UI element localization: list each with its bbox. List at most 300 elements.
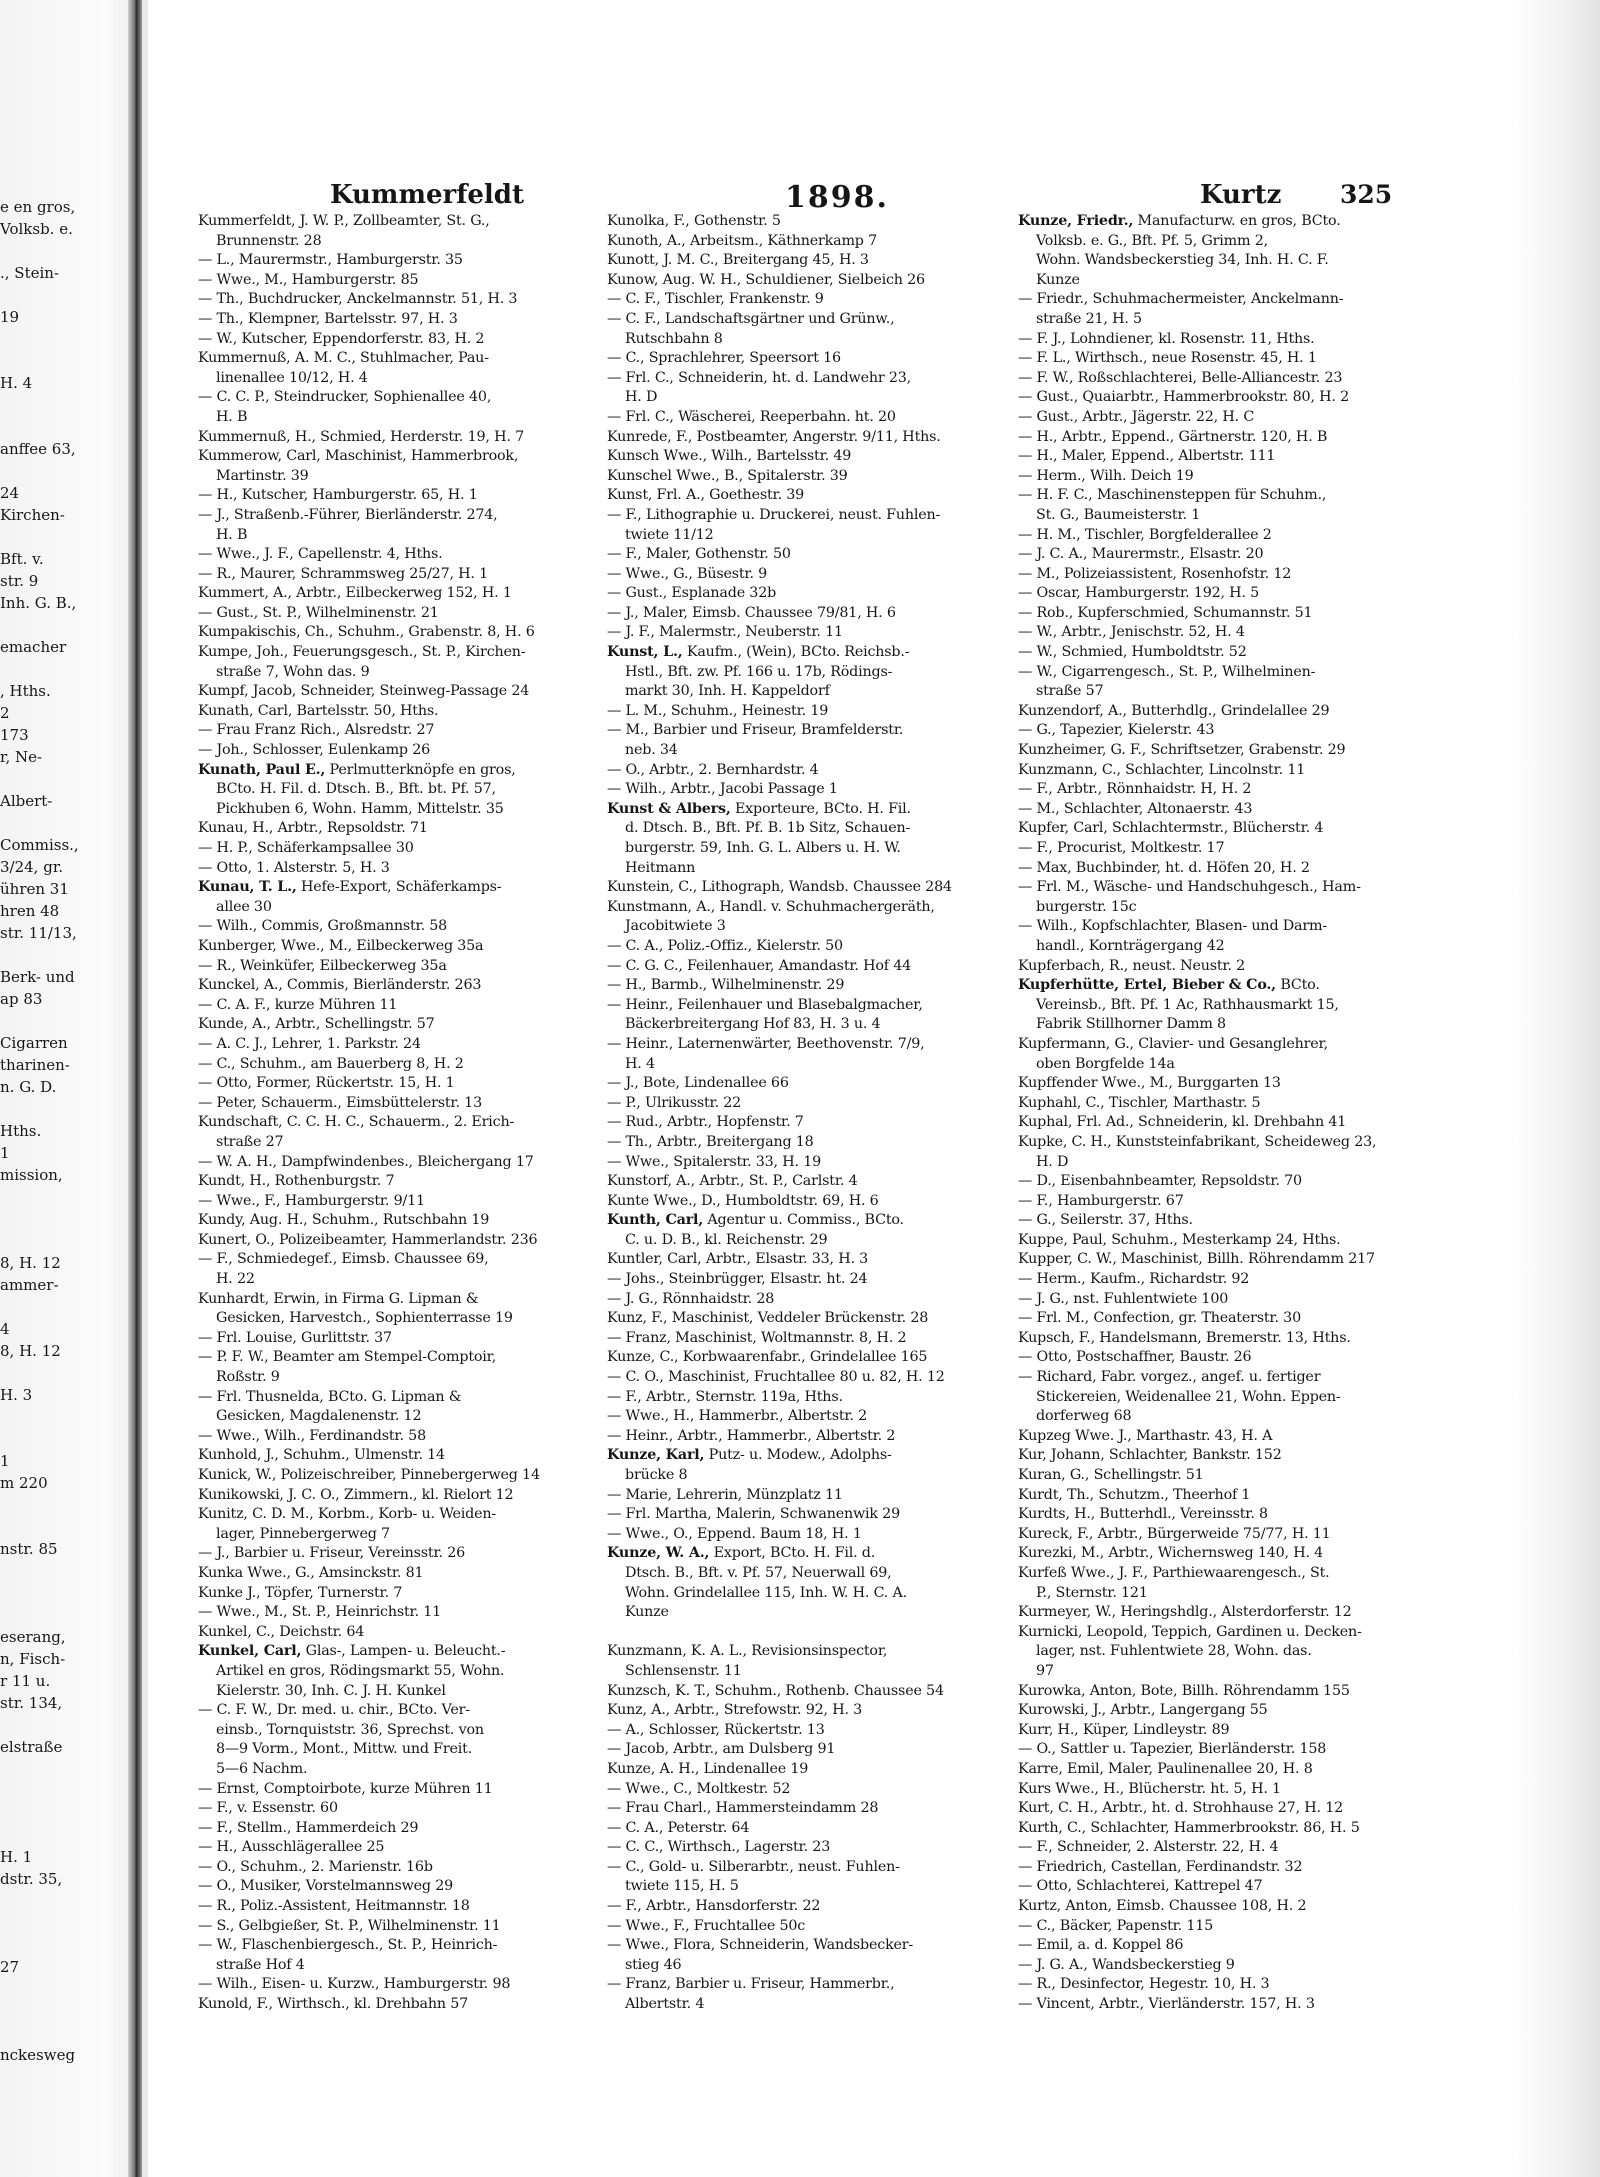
directory-entry: Kundt, H., Rothenburgstr. 7	[198, 1173, 395, 1190]
left-page-fragment: Volksb. e.	[0, 220, 73, 238]
directory-entry: Pickhuben 6, Wohn. Hamm, Mittelstr. 35	[216, 800, 504, 817]
directory-entry: Kunau, T. L., Hefe-Export, Schäferkamps-	[198, 879, 502, 896]
left-page-fragment	[0, 1758, 124, 1780]
directory-entry: H. B	[216, 408, 248, 425]
directory-entry: — Rud., Arbtr., Hopfenstr. 7	[607, 1114, 804, 1131]
directory-entry: twiete 115, H. 5	[625, 1878, 739, 1895]
directory-entry: Kunze, A. H., Lindenallee 19	[607, 1760, 809, 1777]
directory-entry: Kupffender Wwe., M., Burggarten 13	[1018, 1075, 1281, 1092]
directory-entry: — Wwe., F., Fruchtallee 50c	[607, 1917, 806, 1934]
directory-entry: Kunkel, C., Deichstr. 64	[198, 1623, 365, 1640]
directory-entry: — Otto, Former, Rückertstr. 15, H. 1	[198, 1075, 455, 1092]
directory-entry: BCto. H. Fil. d. Dtsch. B., Bft. bt. Pf. 57,	[216, 781, 496, 798]
directory-entry: Kurdts, H., Butterhdl., Vereinsstr. 8	[1018, 1506, 1268, 1523]
directory-entry: Kunz, F., Maschinist, Veddeler Brückenstr. 28	[607, 1310, 929, 1327]
directory-entry: Karre, Emil, Maler, Paulinenallee 20, H. 8	[1018, 1760, 1313, 1777]
left-page-fragment: Hths.	[0, 1122, 42, 1140]
directory-entry: — R., Maurer, Schrammsweg 25/27, H. 1	[198, 565, 489, 582]
directory-entry: — Otto, 1. Alsterstr. 5, H. 3	[198, 859, 390, 876]
directory-entry: — Oscar, Hamburgerstr. 192, H. 5	[1018, 585, 1260, 602]
directory-entry: burgerstr. 59, Inh. G. L. Albers u. H. W.	[625, 840, 901, 856]
directory-entry: Kunstmann, A., Handl. v. Schuhmachergeräth,	[607, 898, 935, 915]
directory-entry: brücke 8	[625, 1467, 688, 1483]
directory-entry: Kur, Johann, Schlachter, Bankstr. 152	[1018, 1447, 1282, 1464]
directory-entry: — C. G. C., Feilenhauer, Amandastr. Hof 44	[607, 957, 912, 974]
directory-entry: Kupzeg Wwe. J., Marthastr. 43, H. A	[1018, 1427, 1273, 1444]
left-page-fragment	[0, 1934, 124, 1956]
left-page-text-fragments	[0, 196, 124, 2066]
directory-entry: — J. G., Rönnhaidstr. 28	[607, 1290, 775, 1307]
directory-entry: Kunstorf, A., Arbtr., St. P., Carlstr. 4	[607, 1173, 858, 1190]
directory-entry: — D., Eisenbahnbeamter, Repsoldstr. 70	[1018, 1173, 1302, 1190]
directory-entry: — Frl. C., Wäscherei, Reeperbahn. ht. 20	[607, 408, 896, 425]
directory-entry: Kumpe, Joh., Feuerungsgesch., St. P., Kirchen-	[198, 644, 526, 661]
directory-entry: Kureck, F., Arbtr., Bürgerweide 75/77, H. 11	[1018, 1525, 1331, 1542]
directory-entry: — J. G. A., Wandsbeckerstieg 9	[1018, 1956, 1235, 1973]
directory-entry: — J., Straßenb.-Führer, Bierländerstr. 274,	[198, 506, 498, 523]
directory-entry: P., Sternstr. 121	[1036, 1584, 1148, 1601]
left-page-fragment: elstraße	[0, 1738, 63, 1756]
directory-entry: Kupferhütte, Ertel, Bieber & Co., BCto.	[1018, 977, 1320, 994]
directory-entry: dorferweg 68	[1036, 1408, 1132, 1425]
directory-entry: — Gust., Arbtr., Jägerstr. 22, H. C	[1018, 408, 1255, 425]
directory-entry: Kuntler, Carl, Arbtr., Elsastr. 33, H. 3	[607, 1251, 869, 1268]
header-right-keyword: Kurtz	[1200, 180, 1282, 210]
entry-name-bold: Kunau, T. L.,	[198, 879, 297, 896]
left-page-fragment: mission,	[0, 1166, 63, 1184]
directory-entry: straße 21, H. 5	[1036, 310, 1142, 327]
directory-entry: neb. 34	[625, 742, 678, 759]
left-page-fragment: H. 3	[0, 1386, 33, 1404]
directory-entry: Kunze, W. A., Export, BCto. H. Fil. d.	[607, 1545, 876, 1562]
directory-entry: Fabrik Stillhorner Damm 8	[1036, 1016, 1226, 1033]
entry-name-bold: Kunth, Carl,	[607, 1212, 704, 1229]
directory-entry: Kuran, G., Schellingstr. 51	[1018, 1467, 1204, 1483]
directory-entry: — C. F., Tischler, Frankenstr. 9	[607, 291, 824, 308]
directory-entry: Rutschbahn 8	[625, 330, 723, 347]
left-page-fragment: e en gros,	[0, 198, 76, 216]
directory-entry: Kupferbach, R., neust. Neustr. 2	[1018, 957, 1246, 974]
directory-entry: Kunstein, C., Lithograph, Wandsb. Chaussee 284	[607, 879, 952, 896]
directory-entry: — P. F. W., Beamter am Stempel-Comptoir,	[198, 1349, 497, 1366]
directory-entry: — Joh., Schlosser, Eulenkamp 26	[198, 742, 431, 759]
left-page-fragment	[0, 1098, 124, 1120]
entry-name-bold: Kunath, Paul E.,	[198, 761, 326, 778]
directory-entry: — F., Maler, Gothenstr. 50	[607, 546, 791, 563]
left-page-fragment: 8, H. 12	[0, 1254, 61, 1272]
directory-entry: Wohn. Wandsbeckerstieg 34, Inh. H. C. F.	[1036, 252, 1329, 269]
entry-name-bold: Kunst, L.,	[607, 644, 683, 661]
left-page-fragment: 24	[0, 484, 20, 502]
directory-entry: Kupfer, Carl, Schlachtermstr., Blücherstr. 4	[1018, 820, 1324, 837]
directory-entry: — G., Seilerstr. 37, Hths.	[1018, 1212, 1193, 1229]
directory-entry: — Frau Charl., Hammersteindamm 28	[607, 1800, 879, 1817]
directory-entry: Kummerow, Carl, Maschinist, Hammerbrook,	[198, 448, 519, 465]
directory-entry: — O., Arbtr., 2. Bernhardstr. 4	[607, 761, 819, 778]
directory-entry: — Wilh., Kopfschlachter, Blasen- und Darm-	[1018, 918, 1327, 935]
directory-entry: H. 22	[216, 1271, 255, 1288]
left-page-fragment: ühren 31	[0, 880, 69, 898]
left-page-fragment	[0, 1604, 124, 1626]
directory-entry: 97	[1036, 1662, 1054, 1679]
directory-entry: — Wwe., F., Hamburgerstr. 9/11	[198, 1192, 425, 1209]
directory-entry: — W., Kutscher, Eppendorferstr. 83, H. 2	[198, 330, 485, 347]
directory-entry: — Otto, Postschaffner, Baustr. 26	[1018, 1349, 1252, 1366]
directory-entry: Kunhardt, Erwin, in Firma G. Lipman &	[198, 1290, 479, 1307]
directory-entry: — H., Ausschlägerallee 25	[198, 1839, 385, 1856]
directory-entry: Kurdt, Th., Schutzm., Theerhof 1	[1018, 1486, 1251, 1503]
left-page-fragment: , Hths.	[0, 682, 51, 700]
page-header	[200, 180, 1410, 214]
left-page-fragment: Inh. G. B.,	[0, 594, 77, 612]
directory-entry: Kunst, Frl. A., Goethestr. 39	[607, 487, 805, 504]
directory-entry: Kurmeyer, W., Heringshdlg., Alsterdorferstr. 12	[1018, 1604, 1352, 1621]
directory-entry: — Max, Buchbinder, ht. d. Höfen 20, H. 2	[1018, 859, 1310, 876]
directory-entry: — F., Arbtr., Sternstr. 119a, Hths.	[607, 1388, 843, 1405]
left-page-fragment	[0, 350, 124, 372]
directory-entry: Kunkel, Carl, Glas-, Lampen- u. Beleucht.-	[198, 1643, 506, 1660]
directory-entry: — F. W., Roßschlachterei, Belle-Alliancestr. 23	[1018, 369, 1343, 386]
left-page-fragment	[0, 1186, 124, 1208]
directory-entry: Kunth, Carl, Agentur u. Commiss., BCto.	[607, 1212, 904, 1229]
left-page-fragment: H. 4	[0, 374, 33, 392]
left-page-fragment: m 220	[0, 1474, 48, 1492]
directory-entry: — R., Weinküfer, Eilbeckerweg 35a	[198, 957, 447, 974]
directory-entry: — A., Schlosser, Rückertstr. 13	[607, 1721, 825, 1738]
directory-entry: Kunzheimer, G. F., Schriftsetzer, Grabenstr. 29	[1018, 742, 1346, 759]
left-page-fragment	[0, 460, 124, 482]
directory-column-1	[198, 212, 593, 2015]
left-page-fragment: ap 83	[0, 990, 43, 1008]
directory-entry: — L. M., Schuhm., Heinestr. 19	[607, 702, 829, 719]
directory-entry	[607, 1623, 1002, 1643]
directory-entry: straße 7, Wohn das. 9	[216, 663, 370, 680]
directory-entry: Kumpf, Jacob, Schneider, Steinweg-Passage 24	[198, 683, 530, 700]
directory-entry: — F. L., Wirthsch., neue Rosenstr. 45, H. 1	[1018, 350, 1317, 367]
directory-entry: Kunikowski, J. C. O., Zimmern., kl. Rielort 12	[198, 1486, 514, 1503]
directory-entry: Kunberger, Wwe., M., Eilbeckerweg 35a	[198, 937, 484, 954]
directory-entry: Kunath, Carl, Bartelsstr. 50, Hths.	[198, 702, 439, 719]
header-left-keyword: Kummerfeldt	[330, 180, 524, 210]
directory-entry: — F., Lithographie u. Druckerei, neust. Fuhlen-	[607, 506, 941, 523]
directory-entry: — O., Musiker, Vorstelmannsweg 29	[198, 1878, 453, 1895]
directory-entry: — J., Barbier u. Friseur, Vereinsstr. 26	[198, 1545, 466, 1562]
directory-entry: Kundy, Aug. H., Schuhm., Rutschbahn 19	[198, 1212, 490, 1229]
directory-entry: — Gust., St. P., Wilhelminenstr. 21	[198, 604, 439, 621]
directory-entry: — Ernst, Comptoirbote, kurze Mühren 11	[198, 1780, 493, 1797]
directory-entry: Kunka Wwe., G., Amsinckstr. 81	[198, 1564, 424, 1581]
directory-entry: — C. O., Maschinist, Fruchtallee 80 u. 82, H. 12	[607, 1369, 945, 1386]
left-page-fragment	[0, 1406, 124, 1428]
left-page-fragment	[0, 2000, 124, 2022]
book-spine	[128, 0, 142, 2177]
directory-entry: — H., Barmb., Wilhelminenstr. 29	[607, 977, 845, 994]
directory-entry: — Wilh., Arbtr., Jacobi Passage 1	[607, 781, 838, 798]
left-page-fragment: 3/24, gr.	[0, 858, 64, 876]
directory-entry: Jacobitwiete 3	[625, 918, 726, 935]
directory-entry: — W. A. H., Dampfwindenbes., Bleichergang 17	[198, 1153, 534, 1170]
directory-entry: linenallee 10/12, H. 4	[216, 369, 368, 386]
left-page-fragment: 173	[0, 726, 29, 744]
directory-entry: — A. C. J., Lehrer, 1. Parkstr. 24	[198, 1035, 421, 1052]
directory-entry: — G., Tapezier, Kielerstr. 43	[1018, 722, 1215, 739]
directory-entry: Kunze, C., Korbwaarenfabr., Grindelallee 165	[607, 1349, 928, 1366]
left-page-fragment	[0, 416, 124, 438]
directory-entry: — J. G., nst. Fuhlentwiete 100	[1018, 1290, 1229, 1307]
directory-entry: oben Borgfelde 14a	[1036, 1055, 1175, 1072]
directory-entry: markt 30, Inh. H. Kappeldorf	[625, 683, 830, 700]
directory-entry: handl., Kornträgergang 42	[1036, 937, 1225, 954]
left-page-fragment: n, Fisch-	[0, 1650, 66, 1668]
directory-entry: Albertstr. 4	[625, 1996, 705, 2013]
directory-entry: — Johs., Steinbrügger, Elsastr. ht. 24	[607, 1271, 868, 1288]
directory-entry: — Vincent, Arbtr., Vierländerstr. 157, H. 3	[1018, 1996, 1315, 2013]
left-page-fragment	[0, 1362, 124, 1384]
directory-entry: — Wilh., Commis, Großmannstr. 58	[198, 918, 448, 935]
directory-entry: Kummert, A., Arbtr., Eilbeckerweg 152, H. 1	[198, 585, 512, 602]
left-page-fragment	[0, 1802, 124, 1824]
entry-name-bold: Kupferhütte, Ertel, Bieber & Co.,	[1018, 977, 1276, 994]
entry-name-bold: Kunze, Friedr.,	[1018, 213, 1134, 229]
directory-entry: — C. F., Landschaftsgärtner und Grünw.,	[607, 310, 895, 327]
directory-entry: Kurfeß Wwe., J. F., Parthiewaarengesch., St.	[1018, 1564, 1330, 1581]
left-page-fragment	[0, 944, 124, 966]
directory-entry: — Wwe., G., Büsestr. 9	[607, 565, 768, 582]
directory-entry: — Wwe., C., Moltkestr. 52	[607, 1780, 791, 1797]
left-page-fragment	[0, 1296, 124, 1318]
directory-entry: Kunow, Aug. W. H., Schuldiener, Sielbeich 26	[607, 271, 925, 288]
left-page-fragment: nckesweg	[0, 2046, 76, 2064]
directory-entry: Bäckerbreitergang Hof 83, H. 3 u. 4	[625, 1016, 881, 1033]
directory-entry: — H. F. C., Maschinensteppen für Schuhm.,	[1018, 487, 1327, 504]
directory-entry: — Franz, Maschinist, Woltmannstr. 8, H. 2	[607, 1329, 907, 1346]
left-page-fragment: 27	[0, 1958, 20, 1976]
page-edge-shadow	[1510, 0, 1600, 2177]
directory-entry: — H. P., Schäferkampsallee 30	[198, 840, 414, 856]
left-page-fragment	[0, 1208, 124, 1230]
directory-entry: Kunott, J. M. C., Breitergang 45, H. 3	[607, 252, 869, 269]
left-page-fragment	[0, 658, 124, 680]
directory-entry: — H., Kutscher, Hamburgerstr. 65, H. 1	[198, 487, 478, 504]
directory-entry: — Emil, a. d. Koppel 86	[1018, 1937, 1184, 1954]
left-page-fragment	[0, 1516, 124, 1538]
directory-entry: — Wwe., Flora, Schneiderin, Wandsbecker-	[607, 1937, 914, 1954]
directory-entry: — Herm., Kaufm., Richardstr. 92	[1018, 1271, 1250, 1288]
directory-entry: Kunold, F., Wirthsch., kl. Drehbahn 57	[198, 1996, 469, 2013]
left-page-fragment: Bft. v.	[0, 550, 44, 568]
directory-entry: Kunst, L., Kaufm., (Wein), BCto. Reichsb.-	[607, 644, 910, 661]
directory-entry: — M., Barbier und Friseur, Bramfelderstr.	[607, 722, 904, 739]
directory-entry: — Gust., Esplanade 32b	[607, 585, 777, 602]
directory-column-3	[1018, 212, 1413, 2015]
directory-entry: einsb., Tornquiststr. 36, Sprechst. von	[216, 1721, 484, 1738]
directory-entry: — F., Schmiedegef., Eimsb. Chaussee 69,	[198, 1251, 489, 1268]
left-page-fragment	[0, 812, 124, 834]
left-page-fragment	[0, 768, 124, 790]
left-page-fragment: n. G. D.	[0, 1078, 57, 1096]
directory-entry: — C. A. F., kurze Mühren 11	[198, 996, 398, 1013]
directory-entry: Kunrede, F., Postbeamter, Angerstr. 9/11, Hths.	[607, 428, 941, 445]
directory-entry: twiete 11/12	[625, 526, 714, 543]
directory-entry: — Frl. Martha, Malerin, Schwanenwik 29	[607, 1506, 900, 1523]
directory-entry: — Frl. C., Schneiderin, ht. d. Landwehr 23,	[607, 369, 911, 386]
left-page-fragment: anffee 63,	[0, 440, 76, 458]
directory-entry: — Wwe., H., Hammerbr., Albertstr. 2	[607, 1408, 868, 1425]
directory-entry: Kunckel, A., Commis, Bierländerstr. 263	[198, 977, 482, 994]
directory-entry: Kunick, W., Polizeischreiber, Pinnebergerweg 14	[198, 1467, 540, 1483]
directory-entry: Kunsch Wwe., Wilh., Bartelsstr. 49	[607, 448, 852, 465]
left-page-fragment: Cigarren	[0, 1034, 68, 1052]
directory-entry: H. 4	[625, 1055, 655, 1072]
left-page-fragment: H. 1	[0, 1848, 33, 1866]
directory-entry: Kummernuß, H., Schmied, Herderstr. 19, H. 7	[198, 428, 524, 445]
directory-entry: Kurth, C., Schlachter, Hammerbrookstr. 86, H. 5	[1018, 1819, 1360, 1836]
directory-entry: Kunzmann, C., Schlachter, Lincolnstr. 11	[1018, 761, 1306, 778]
directory-entry: — R., Poliz.-Assistent, Heitmannstr. 18	[198, 1898, 470, 1915]
directory-entry: — J., Bote, Lindenallee 66	[607, 1075, 789, 1092]
directory-entry: — O., Sattler u. Tapezier, Bierländerstr. 158	[1018, 1741, 1327, 1758]
directory-entry: H. B	[216, 526, 248, 543]
left-page-fragment: 4	[0, 1320, 10, 1338]
directory-entry: Kunschel Wwe., B., Spitalerstr. 39	[607, 467, 848, 484]
directory-column-2	[607, 212, 1002, 2015]
directory-entry: 5—6 Nachm.	[216, 1760, 308, 1777]
directory-entry: Kupfermann, G., Clavier- und Gesanglehrer,	[1018, 1035, 1328, 1052]
left-page-fragment: Commiss.,	[0, 836, 79, 854]
directory-entry: — O., Schuhm., 2. Marienstr. 16b	[198, 1858, 433, 1875]
directory-entry: — Heinr., Laternenwärter, Beethovenstr. 7/9,	[607, 1035, 925, 1052]
left-page-fragment: Kirchen-	[0, 506, 65, 524]
left-page-fragment: Berk- und	[0, 968, 75, 986]
left-page-fragment: 1	[0, 1144, 10, 1162]
directory-entry: — J. F., Malermstr., Neuberstr. 11	[607, 624, 843, 641]
directory-entry: Kurnicki, Leopold, Teppich, Gardinen u. Decken-	[1018, 1623, 1362, 1640]
directory-entry: Kuphahl, C., Tischler, Marthastr. 5	[1018, 1094, 1261, 1111]
left-page-fragment: dstr. 35,	[0, 1870, 63, 1888]
directory-entry: Kunde, A., Arbtr., Schellingstr. 57	[198, 1016, 435, 1033]
left-page-fragment: 8, H. 12	[0, 1342, 61, 1360]
left-page-fragment: Albert-	[0, 792, 53, 810]
directory-entry: — C., Schuhm., am Bauerberg 8, H. 2	[198, 1055, 464, 1072]
directory-entry: Kunoth, A., Arbeitsm., Käthnerkamp 7	[607, 232, 878, 249]
directory-entry: — R., Desinfector, Hegestr. 10, H. 3	[1018, 1976, 1270, 1993]
directory-entry: Kunz, A., Arbtr., Strefowstr. 92, H. 3	[607, 1702, 863, 1719]
left-page-fragment	[0, 1582, 124, 1604]
directory-entry: — J. C. A., Maurermstr., Elsastr. 20	[1018, 546, 1264, 563]
left-page-fragment: eserang,	[0, 1628, 66, 1646]
directory-entry: 8—9 Vorm., Mont., Mittw. und Freit.	[216, 1741, 473, 1758]
directory-entry: Kielerstr. 30, Inh. C. J. H. Kunkel	[216, 1682, 446, 1699]
directory-entry: Kurezki, M., Arbtr., Wichernsweg 140, H. 4	[1018, 1545, 1324, 1562]
directory-entry: — M., Schlachter, Altonaerstr. 43	[1018, 800, 1253, 817]
entry-name-bold: Kunze, W. A.,	[607, 1545, 710, 1562]
directory-entry: Kunze, Friedr., Manufacturw. en gros, BCto.	[1018, 213, 1341, 229]
left-page-fragment: emacher	[0, 638, 67, 656]
directory-entry: — Wwe., M., Hamburgerstr. 85	[198, 271, 419, 288]
directory-entry: Kuppe, Paul, Schuhm., Mesterkamp 24, Hths.	[1018, 1231, 1341, 1248]
left-page-fragment: r 11 u.	[0, 1672, 51, 1690]
left-page-fragment	[0, 1780, 124, 1802]
left-page-fragment: str. 134,	[0, 1694, 63, 1712]
directory-entry: — C., Sprachlehrer, Speersort 16	[607, 350, 841, 367]
directory-entry: — M., Polizeiassistent, Rosenhofstr. 12	[1018, 565, 1292, 582]
left-page-fragment: 1	[0, 1452, 10, 1470]
directory-entry: Kunze, Karl, Putz- u. Modew., Adolphs-	[607, 1447, 892, 1464]
directory-entry: — S., Gelbgießer, St. P., Wilhelminenstr. 11	[198, 1917, 501, 1934]
left-page-fragment	[0, 240, 124, 262]
directory-entry: — Wwe., Spitalerstr. 33, H. 19	[607, 1153, 821, 1170]
directory-entry: Kunst & Albers, Exporteure, BCto. H. Fil.	[607, 800, 911, 817]
directory-entry: Kuphal, Frl. Ad., Schneiderin, kl. Drehbahn 41	[1018, 1114, 1347, 1131]
directory-entry: Gesicken, Harvestch., Sophienterrasse 19	[216, 1310, 513, 1327]
left-page-fragment	[0, 1494, 124, 1516]
directory-entry: — F., Arbtr., Hansdorferstr. 22	[607, 1898, 821, 1915]
directory-entry: Kunzendorf, A., Butterhdlg., Grindelallee 29	[1018, 702, 1330, 719]
left-page-fragment	[0, 1824, 124, 1846]
directory-entry: Kundschaft, C. C. H. C., Schauerm., 2. Erich-	[198, 1114, 515, 1131]
directory-entry: Kupke, C. H., Kunststeinfabrikant, Scheideweg 23,	[1018, 1133, 1377, 1150]
directory-entry: Gesicken, Magdalenenstr. 12	[216, 1408, 422, 1425]
directory-entry: Kunze	[625, 1604, 669, 1621]
directory-entry: — C. A., Peterstr. 64	[607, 1819, 750, 1836]
directory-entry: — Th., Arbtr., Breitergang 18	[607, 1133, 814, 1150]
directory-entry: Kurs Wwe., H., Blücherstr. ht. 5, H. 1	[1018, 1780, 1281, 1797]
left-page-fragment: tharinen-	[0, 1056, 70, 1074]
directory-entry: Volksb. e. G., Bft. Pf. 5, Grimm 2,	[1036, 232, 1268, 249]
directory-entry: Schlensenstr. 11	[625, 1662, 742, 1679]
left-page-fragment	[0, 284, 124, 306]
directory-entry: — Heinr., Feilenhauer und Blasebalgmacher,	[607, 996, 923, 1013]
directory-entry: — C. F. W., Dr. med. u. chir., BCto. Ver-	[198, 1702, 470, 1719]
directory-entry: lager, nst. Fuhlentwiete 28, Wohn. das.	[1036, 1643, 1312, 1660]
directory-entry: Dtsch. B., Bft. v. Pf. 57, Neuerwall 69,	[625, 1564, 892, 1581]
left-page-fragment: nstr. 85	[0, 1540, 58, 1558]
directory-entry: — Frl. M., Wäsche- und Handschuhgesch., Ham-	[1018, 879, 1361, 896]
directory-entry: — C. C. P., Steindrucker, Sophienallee 40,	[198, 389, 492, 406]
directory-entry: — Otto, Schlachterei, Kattrepel 47	[1018, 1878, 1263, 1895]
left-page-fragment	[0, 614, 124, 636]
left-page-fragment	[0, 328, 124, 350]
directory-entry: C. u. D. B., kl. Reichenstr. 29	[625, 1231, 828, 1248]
header-year: 1898.	[785, 180, 889, 215]
directory-entry: Kunzsch, K. T., Schuhm., Rothenb. Chaussee 54	[607, 1682, 944, 1699]
directory-entry: Kunte Wwe., D., Humboldtstr. 69, H. 6	[607, 1192, 879, 1209]
directory-entry: — Th., Klempner, Bartelsstr. 97, H. 3	[198, 310, 458, 327]
directory-entry: Vereinsb., Bft. Pf. 1 Ac, Rathhausmarkt 15,	[1036, 996, 1339, 1013]
directory-entry: Kummerfeldt, J. W. P., Zollbeamter, St. G.,	[198, 213, 490, 229]
directory-entry: — Wwe., J. F., Capellenstr. 4, Hths.	[198, 546, 443, 563]
directory-entry: — Jacob, Arbtr., am Dulsberg 91	[607, 1741, 836, 1758]
directory-entry: Stickereien, Weidenallee 21, Wohn. Eppen-	[1036, 1388, 1341, 1405]
directory-entry: lager, Pinnebergerweg 7	[216, 1525, 390, 1542]
left-page-fragment: r, Ne-	[0, 748, 43, 766]
left-page-fragment	[0, 526, 124, 548]
directory-entry: — F., Procurist, Moltkestr. 17	[1018, 840, 1225, 856]
directory-entry: — Frl. Louise, Gurlittstr. 37	[198, 1329, 392, 1346]
directory-entry: — Wilh., Eisen- u. Kurzw., Hamburgerstr. 98	[198, 1976, 511, 1993]
directory-entry: — C. A., Poliz.-Offiz., Kielerstr. 50	[607, 937, 843, 954]
directory-entry: — C. C., Wirthsch., Lagerstr. 23	[607, 1839, 831, 1856]
directory-entry: — F., Schneider, 2. Alsterstr. 22, H. 4	[1018, 1839, 1279, 1856]
directory-entry: Kunolka, F., Gothenstr. 5	[607, 213, 781, 229]
left-page-fragment: ammer-	[0, 1276, 59, 1294]
left-page-fragment: hren 48	[0, 902, 60, 920]
directory-entry: Artikel en gros, Rödingsmarkt 55, Wohn.	[216, 1662, 505, 1679]
left-page-fragment: ., Stein-	[0, 264, 60, 282]
directory-entry: — W., Arbtr., Jenischstr. 52, H. 4	[1018, 624, 1245, 641]
directory-entry: Wohn. Grindelallee 115, Inh. W. H. C. A.	[625, 1584, 907, 1601]
left-page-fragment: str. 9	[0, 572, 39, 590]
